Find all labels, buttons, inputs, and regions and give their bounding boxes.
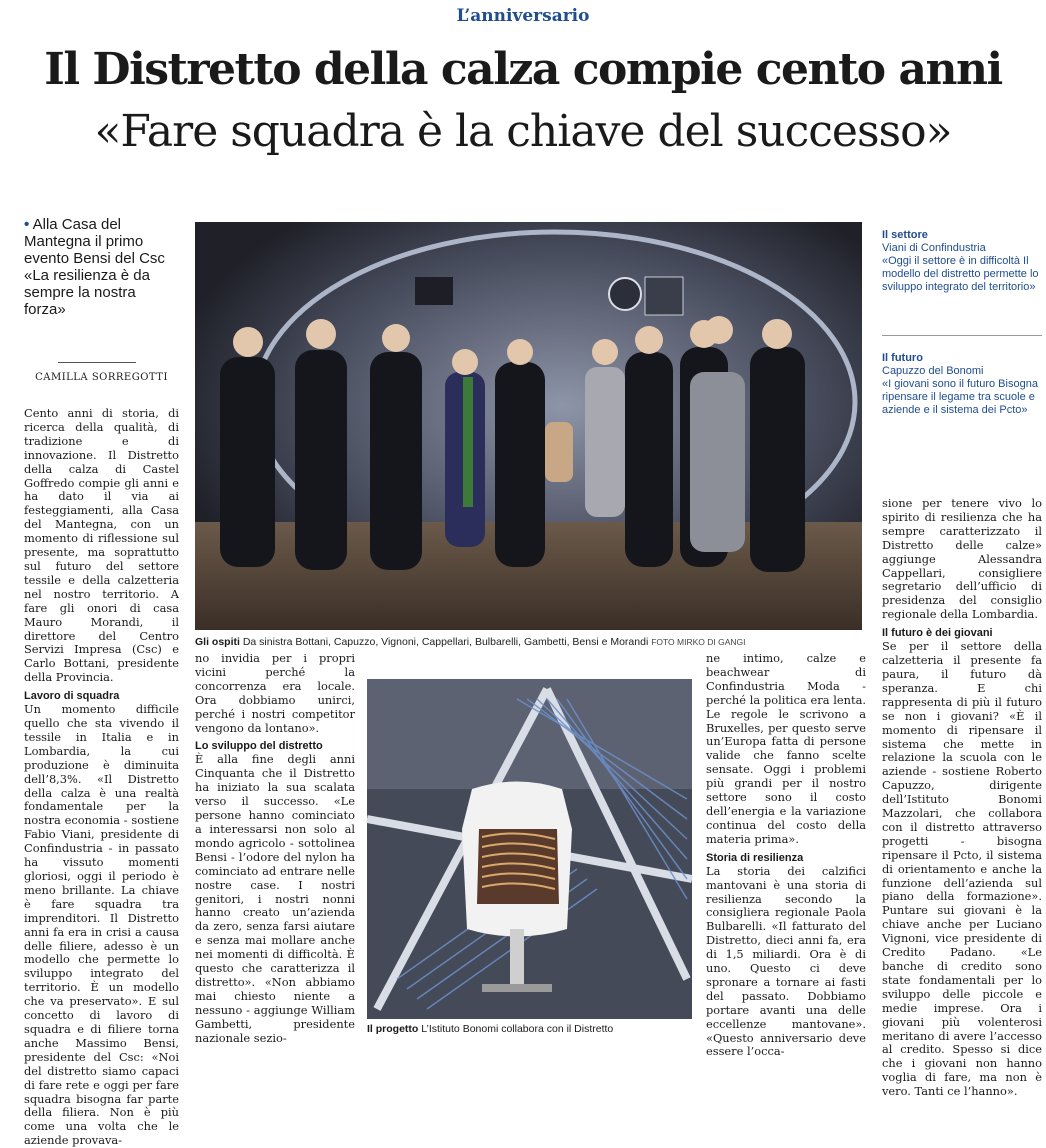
- caption-text: L’Istituto Bonomi collabora con il Distretto: [421, 1023, 614, 1035]
- subheading: Il futuro è dei giovani: [882, 627, 993, 640]
- main-photo-caption: [195, 636, 862, 648]
- deck-divider: [58, 362, 136, 363]
- paragraph: La storia dei calzifici mantovani è una storia di resilienza secondo la consigliera regionale Paola Bulbarelli. «Il fatturato del Distretto, dieci anni fa, era di 1,5 miliardi. Ora è di uno. Questo ci deve spronare a tornare ai fasti del passato. Dobbiamo portare avanti una delle eccellenze mantovane». «Questo anniversario deve essere l’occa-: [706, 863, 866, 1059]
- deck: [24, 216, 179, 318]
- article-column-1: [24, 406, 179, 1148]
- byline: CAMILLA SORREGOTTI: [35, 372, 168, 383]
- headline-line-1: Il Distretto della calza compie cento anni: [44, 44, 1002, 95]
- project-photo: [367, 679, 692, 1019]
- subheading: Lo sviluppo del distretto: [195, 740, 323, 753]
- box-title: Il futuro: [882, 352, 923, 364]
- article-column-3: [706, 651, 866, 1059]
- subheading: Storia di resilienza: [706, 851, 804, 864]
- deck-bullet: •: [24, 216, 30, 233]
- paragraph: Cento anni di storia, di ricerca della qualità, di tradizione e di innovazione. Il Distretto della calza di Castel Goffredo compie gli anni e ha dato il via ai festeggiamenti, alla Casa del Mantegna, con un momento di riflessione sul presente, ma soprattutto sul futuro del settore tessile e della calzetteria nel nostro territorio. A fare gli onori di casa Mauro Morandi, il direttore del Centro Servizi Impresa (Csc) e Carlo Bottani, presidente della Provincia.: [24, 406, 179, 685]
- paragraph: no invidia per i propri vicini perché la concorrenza era locale. Ora dobbiamo unirci, perché i nostri competitor vengono da lontano».: [195, 651, 355, 735]
- box-subject: Viani di Confindustria: [882, 242, 986, 254]
- paragraph: sione per tenere vivo lo spirito di resilienza che ha sempre caratterizzato il Distretto delle calze» aggiunge Alessandra Cappellari, consigliere segretario dell’ufficio di presidenza del consiglio regionale della Lombardia.: [882, 496, 1042, 622]
- sidebar-divider: [882, 335, 1042, 336]
- deck-text: Alla Casa del Mantegna il primo evento Bensi del Csc «La resilienza è da sempre la nostra forza»: [24, 216, 165, 318]
- photo-credit: FOTO MIRKO DI GANGI: [651, 637, 746, 647]
- caption-label: Il progetto: [367, 1023, 419, 1035]
- article-column-2: [195, 651, 355, 1045]
- paragraph: ne intimo, calze e beachwear di Confindustria Moda - perché la politica era lenta. Le regole le scrivono a Bruxelles, per questo serve un’Europa fatta di persone valide che fanno scelte sensate. Oggi i problemi più grandi per il nostro settore sono il costo dell’energia e la variazione continua del costo della materia prima».: [706, 651, 866, 846]
- project-photo-caption: [367, 1023, 692, 1035]
- sidebar-box-future: [882, 352, 1042, 417]
- sidebar-box-sector: [882, 229, 1042, 294]
- box-title: Il settore: [882, 229, 928, 241]
- box-quote: «I giovani sono il futuro Bisogna ripensare il legame tra scuole e aziende e il sistema dei Pcto»: [882, 378, 1038, 416]
- article-column-4: [882, 496, 1042, 1099]
- paragraph: Un momento difficile quello che sta vivendo il tessile in Italia e in Lombardia, la cui produzione è diminuita dell’8,3%. «Il Distretto della calza è una realtà fondamentale per la nostra economia - sostiene Fabio Viani, presidente di Confindustria - in passato ha vissuto momenti gloriosi, oggi il periodo è meno brillante. La chiave è fare squadra tra imprenditori. Il Distretto anni fa era in crisi a causa delle filiere, adesso è un modello che permette lo sviluppo integrato del territorio. È un modello che va preservato». E sul concetto di lavoro di squadra e di filiere torna anche Massimo Bensi, presidente del Csc: «Noi del distretto siamo capaci di fare rete e oggi per fare squadra bisogna far parte della filiera. Non è più come una volta che le aziende provava-: [24, 702, 179, 1148]
- box-quote: «Oggi il settore è in difficoltà Il modello del distretto permette lo sviluppo integrato del territorio»: [882, 255, 1039, 293]
- subheading: Lavoro di squadra: [24, 690, 120, 703]
- paragraph: È alla fine degli anni Cinquanta che il Distretto ha iniziato la sua scalata verso il successo. «Le persone hanno cominciato a interessarsi non solo al mondo agricolo - sottolinea Bensi - l’odore del nylon ha cominciato ad entrare nelle nostre case. I nostri genitori, i nostri nonni hanno creato un’azienda da zero, senza farsi aiutare e senza mai mollare anche nei momenti di difficoltà. È questo che caratterizza il distretto». «Non abbiamo mai chiesto niente a nessuno - aggiunge William Gambetti, presidente nazionale sezio-: [195, 752, 355, 1045]
- box-subject: Capuzzo del Bonomi: [882, 365, 984, 377]
- headline-line-2: «Fare squadra è la chiave del successo»: [94, 106, 952, 157]
- main-photo: [195, 222, 862, 630]
- paragraph: Se per il settore della calzetteria il presente fa paura, il futuro dà speranza. E chi rappresenta di più il futuro se non i giovani? «È il momento di ripensare il sistema che mette in relazione la scuola con le aziende - sostiene Roberto Capuzzo, dirigente dell’Istituto Bonomi Mazzolari, che collabora con il distretto attraverso progetti - bisogna ripensare il Pcto, il sistema di orientamento e anche la funzione dell’azienda sul piano della formazione». Puntare sui giovani è la chiave anche per Luciano Vignoni, vice presidente di Credito Padano. «Le banche di credito sono state fondamentali per lo sviluppo delle piccole e medie imprese. Ora i giovani più volenterosi meritano di avere l’accesso al credito. Spesso si dice che i giovani non hanno voglia di fare, ma non è vero. Tanti ce l’hanno».: [882, 639, 1042, 1099]
- kicker: L’anniversario: [456, 6, 590, 26]
- caption-label: Gli ospiti: [195, 636, 240, 648]
- caption-text: Da sinistra Bottani, Capuzzo, Vignoni, Cappellari, Bulbarelli, Gambetti, Bensi e Morandi: [242, 636, 649, 648]
